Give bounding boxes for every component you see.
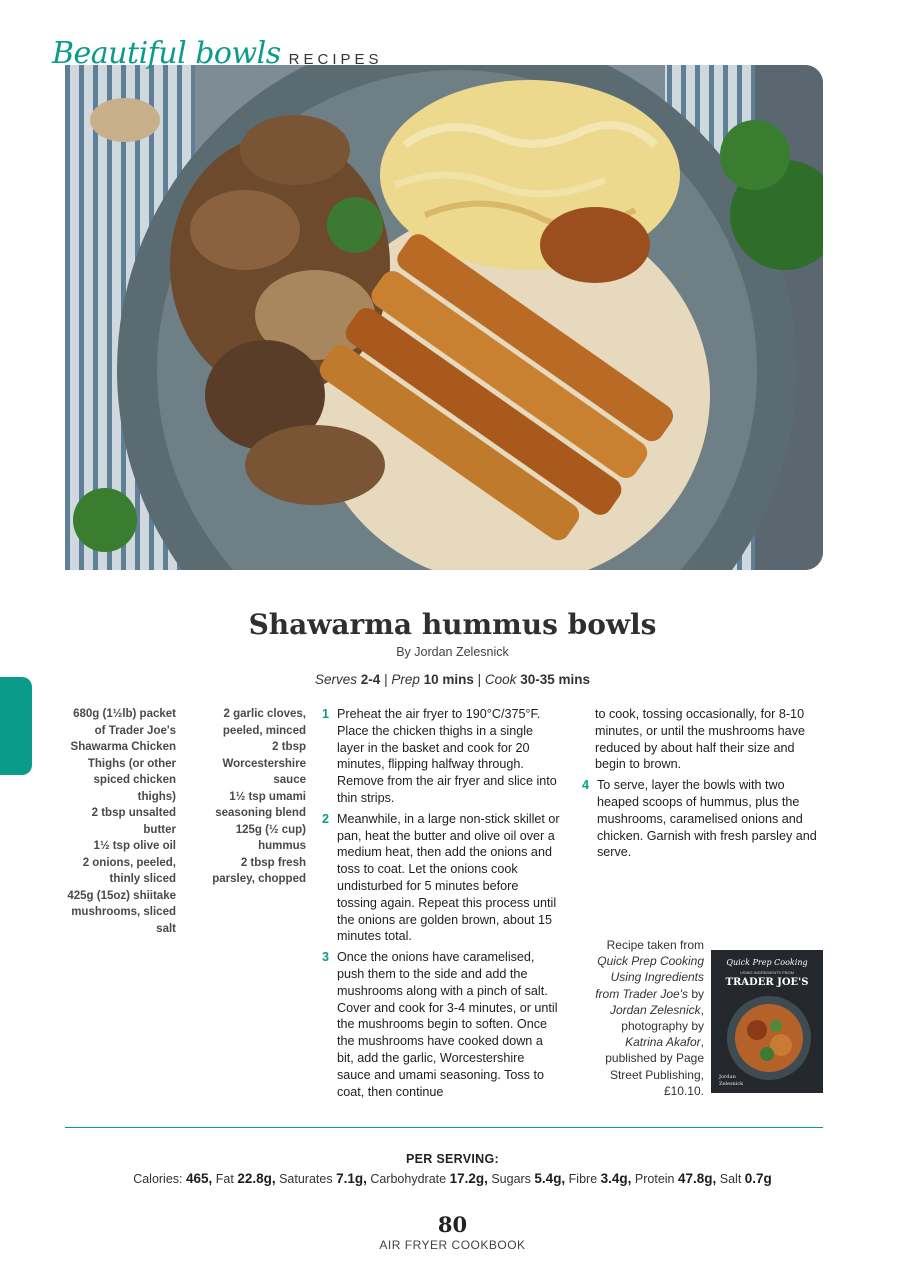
- nutrition-line: [0, 1171, 905, 1186]
- step-number: 1: [322, 707, 330, 721]
- cover-title: Quick Prep Cooking: [726, 958, 808, 967]
- cook-label: Cook: [484, 672, 517, 687]
- nutrition-value: 465,: [186, 1171, 213, 1186]
- nutrition-value: 3.4g,: [600, 1171, 632, 1186]
- credit-by: by: [691, 986, 704, 1001]
- ingredients-column-1: [62, 706, 176, 937]
- nutrition-value: 7.1g,: [336, 1171, 367, 1186]
- book-cover: [711, 950, 823, 1093]
- nutrition-value: 0.7g: [744, 1171, 772, 1186]
- nutrition-label: Protein: [634, 1172, 675, 1186]
- serves-label: Serves: [315, 672, 358, 687]
- nutrition-label: Saturates: [279, 1172, 333, 1186]
- credit-publisher: published by Page Street Publishing,: [605, 1051, 704, 1082]
- step-text: Once the onions have caramelised, push them to the side and add the mushrooms along with a pinch of salt. Cover and cook for 3-4 minutes, or until the mushrooms begin to soften. Once the mushrooms have cooked down a bit, add the garlic, Worcestershire sauce and umami seasoning. Toss to coat, then continue: [337, 950, 558, 1099]
- ingredient-item: 1½ tsp olive oil: [93, 840, 176, 852]
- shawarma-bowl-image: [65, 65, 823, 570]
- prep-label: Prep: [391, 672, 420, 687]
- recipe-photo: [65, 65, 823, 570]
- ingredient-item: 125g (½ cup) hummus: [235, 823, 306, 852]
- side-tab-marker: [0, 677, 32, 775]
- book-credit: Recipe taken from Quick Prep Cooking Using Ingredients from Trader Joe's by Jordan Zelesnick, photography by Katrina Akafor, published by Page Street Publishing, £10.10.: [595, 938, 704, 1098]
- step-text: Preheat the air fryer to 190°C/375°F. Place the chicken thighs in a single layer in the basket and cook for 20 minutes, flipping halfway through. Remove from the air fryer and slice into thin strips.: [337, 707, 557, 805]
- book-cover-art: [711, 950, 823, 1093]
- credit-author: Jordan Zelesnick: [609, 1002, 701, 1017]
- nutrition-label: Calories:: [133, 1172, 183, 1186]
- serves-value: 2-4: [360, 672, 381, 687]
- cover-author-line1: Jordan: [719, 1074, 736, 1080]
- method-step: [322, 811, 560, 945]
- cover-author-line2: Zelesnick: [719, 1081, 744, 1087]
- ingredient-item: 425g (15oz) shiitake mushrooms, sliced: [67, 889, 176, 918]
- section-label: RECIPES: [288, 51, 383, 68]
- credit-photo-by: photography by: [621, 1019, 704, 1034]
- page-number: 80: [437, 1212, 468, 1237]
- ingredient-item: 2 tbsp fresh parsley, chopped: [212, 856, 306, 885]
- nutrition-label: Fibre: [568, 1172, 598, 1186]
- nutrition-value: 47.8g,: [677, 1171, 717, 1186]
- publication-name: AIR FRYER COOKBOOK: [379, 1238, 526, 1252]
- ingredient-item: salt: [156, 922, 176, 935]
- step-number: 4: [582, 778, 590, 793]
- ingredient-item: 2 tbsp Worcestershire sauce: [222, 741, 306, 786]
- nutrition-label: Fat: [215, 1172, 234, 1186]
- ingredient-item: 2 garlic cloves, peeled, minced: [222, 708, 306, 737]
- step-number: 2: [322, 811, 330, 826]
- ingredient-item: 1½ tsp umami seasoning blend: [215, 790, 306, 819]
- divider: [65, 1127, 823, 1128]
- nutrition-label: Carbohydrate: [370, 1172, 447, 1186]
- step-continuation: to cook, tossing occasionally, for 8-10 minutes, or until the mushrooms have reduced by about half their size and begin to brown.: [595, 707, 805, 772]
- ingredients-column-2: [205, 706, 306, 888]
- credit-book-title: Quick Prep Cooking Using Ingredients from Trader Joe's: [595, 954, 704, 1001]
- method-step: [322, 706, 560, 807]
- credit-photographer: Katrina Akafor: [625, 1035, 701, 1050]
- recipe-meta: Serves 2-4 | Prep 10 mins | Cook 30-35 mins: [315, 672, 590, 687]
- nutrition-value: 5.4g,: [534, 1171, 566, 1186]
- credit-intro: Recipe taken from: [606, 938, 704, 952]
- nutrition-value: 17.2g,: [449, 1171, 488, 1186]
- section-script-title: Beautiful bowls: [52, 36, 281, 71]
- step-text: Meanwhile, in a large non-stick skillet or pan, heat the butter and olive oil over a medium heat, then add the onions and toss to coat. Let the onions cook undisturbed for 5 minutes before tossing again. Repeat this process until the onions are golden brown, about 15 minutes total.: [337, 811, 560, 944]
- nutrition-label: Sugars: [491, 1172, 531, 1186]
- cover-subtitle: USING INGREDIENTS FROM: [739, 970, 795, 975]
- method-column-1: [322, 706, 560, 1104]
- ingredient-item: 680g (1½lb) packet of Trader Joe's Shawarma Chicken Thighs (or other spiced chicken thighs): [70, 708, 176, 803]
- prep-value: 10 mins: [423, 672, 474, 687]
- ingredient-item: 2 tbsp unsalted butter: [91, 807, 176, 836]
- step-text: To serve, layer the bowls with two heaped scoops of hummus, plus the mushrooms, caramelised onions and chicken. Garnish with fresh parsley and serve.: [597, 778, 817, 860]
- recipe-byline: By Jordan Zelesnick: [396, 645, 509, 659]
- cook-value: 30-35 mins: [520, 672, 590, 687]
- credit-price: £10.10.: [663, 1083, 704, 1098]
- nutrition-value: 22.8g,: [237, 1171, 276, 1186]
- method-column-2: [582, 706, 817, 865]
- nutrition-label: Salt: [719, 1172, 742, 1186]
- method-step: [322, 949, 560, 1100]
- step-number: 3: [322, 950, 330, 965]
- recipe-title: Shawarma hummus bowls: [248, 608, 657, 641]
- method-step: [582, 777, 817, 861]
- ingredient-item: 2 onions, peeled, thinly sliced: [82, 856, 176, 885]
- cover-brand: TRADER JOE'S: [725, 977, 809, 988]
- section-header: [52, 30, 383, 74]
- nutrition-heading: PER SERVING:: [406, 1152, 499, 1166]
